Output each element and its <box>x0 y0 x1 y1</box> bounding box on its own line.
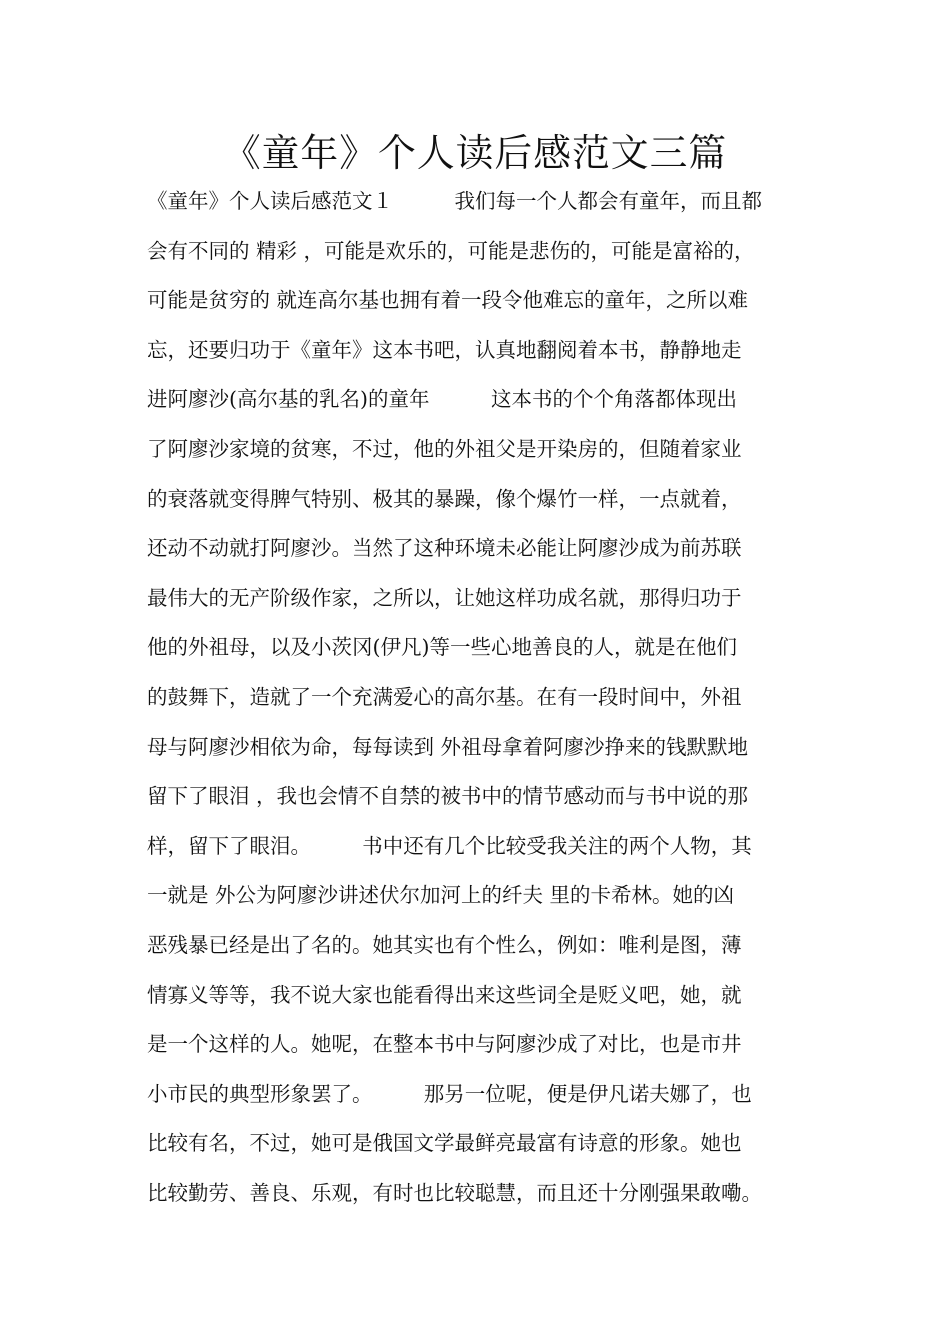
document-body <box>147 178 837 1219</box>
body-line: 是一个这样的人。她呢，在整本书中与阿廖沙成了对比，也是市井 <box>147 1032 742 1057</box>
document-title: 《童年》个人读后感范文三篇 <box>222 131 728 175</box>
body-line: 母与阿廖沙相依为命，每每读到 外祖母拿着阿廖沙挣来的钱默默地 <box>147 734 749 759</box>
body-line: 还动不动就打阿廖沙。当然了这种环境未必能让阿廖沙成为前苏联 <box>147 536 742 561</box>
body-line: 一就是 外公为阿廖沙讲述伏尔加河上的纤夫 里的卡希林。她的凶 <box>147 883 735 908</box>
body-line: 的鼓舞下，造就了一个充满爱心的高尔基。在有一段时间中，外祖 <box>147 684 742 709</box>
body-line: 样，留下了眼泪。 书中还有几个比较受我关注的两个人物，其 <box>147 833 752 858</box>
body-line: 了阿廖沙家境的贫寒，不过，他的外祖父是开染房的，但随着家业 <box>147 436 742 461</box>
body-line: 进阿廖沙(高尔基的乳名)的童年 这本书的个个角落都体现出 <box>147 387 737 412</box>
body-line: 可能是贫穷的 就连高尔基也拥有着一段令他难忘的童年，之所以难 <box>147 288 749 313</box>
body-line: 会有不同的 精彩 ，可能是欢乐的，可能是悲伤的，可能是富裕的， <box>147 238 755 263</box>
body-line: 比较有名，不过，她可是俄国文学最鲜亮最富有诗意的形象。她也 <box>147 1131 742 1156</box>
body-line: 情寡义等等，我不说大家也能看得出来这些词全是贬义吧，她，就 <box>147 982 742 1007</box>
body-line: 他的外祖母，以及小茨冈(伊凡)等一些心地善良的人，就是在他们 <box>147 635 737 660</box>
body-line: 《童年》个人读后感范文１ 我们每一个人都会有童年，而且都 <box>147 189 762 213</box>
body-line: 最伟大的无产阶级作家，之所以，让她这样功成名就，那得归功于 <box>147 585 742 610</box>
body-line: 恶残暴已经是出了名的。她其实也有个性么，例如：唯利是图，薄 <box>147 932 742 957</box>
body-line: 留下了眼泪 ，我也会情不自禁的被书中的情节感动而与书中说的那 <box>147 784 749 809</box>
body-line: 的衰落就变得脾气特别、极其的暴躁，像个爆竹一样，一点就着， <box>147 486 742 511</box>
body-line: 小市民的典型形象罢了。 那另一位呢，便是伊凡诺夫娜了，也 <box>147 1081 752 1106</box>
body-line: 忘，还要归功于《童年》这本书吧，认真地翻阅着本书，静静地走 <box>147 337 742 362</box>
body-line: 比较勤劳、善良、乐观，有时也比较聪慧，而且还十分刚强果敢嘞。 <box>147 1180 762 1205</box>
